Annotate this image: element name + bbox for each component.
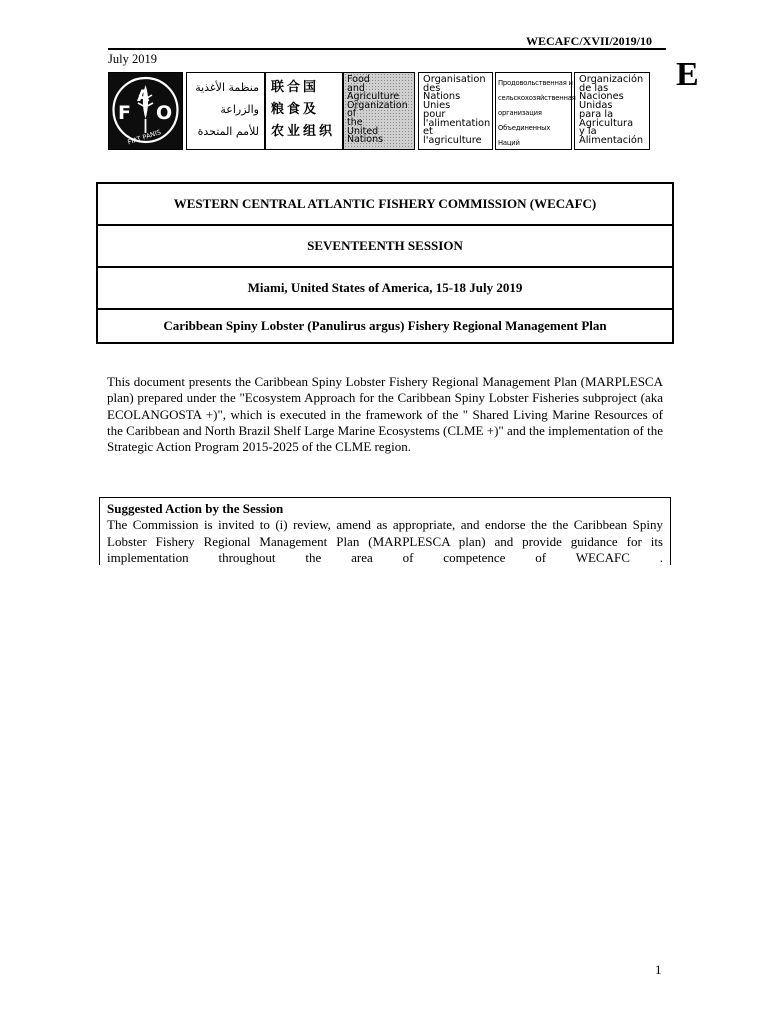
document-reference: WECAFC/XVII/2019/10: [525, 34, 652, 48]
session-title-box: [96, 182, 674, 344]
logo-russian-line: Объединенных: [498, 124, 551, 132]
logo-chinese-line: 粮食及: [271, 102, 320, 117]
logo-spanish-line: y la: [579, 126, 597, 138]
commission-title: WESTERN CENTRAL ATLANTIC FISHERY COMMISSION (WECAFC): [173, 196, 597, 211]
emblem-letter-o: O: [156, 102, 173, 124]
emblem-letter-a: A: [137, 86, 150, 105]
language-code: E: [676, 56, 699, 93]
logo-spanish-line: Unidas: [579, 100, 613, 112]
logo-english-line: the: [347, 116, 363, 128]
logo-arabic-text: [186, 72, 265, 150]
logo-chinese-line: 农业组织: [271, 124, 336, 139]
logo-english-text: [343, 72, 415, 150]
fao-emblem-icon: [108, 72, 183, 150]
intro-paragraph: This document presents the Caribbean Spiny Lobster Fishery Regional Management Plan (MARPLESCA plan) prepared under the "Ecosystem Approach for the Caribbean Spiny Lobster Fisheries subproject (aka ECOLANGOSTA +)", which is executed in the framework of the " Shared Living Marine Resources of the Caribbean and North Brazil Shelf Large Marine Ecosystems (CLME +)" and the implementation of the Strategic Action Program 2015-2025 of the CLME region.: [107, 374, 663, 455]
logo-english-line: Nations: [347, 134, 384, 146]
session-venue: Miami, United States of America, 15-18 July 2019: [247, 280, 523, 295]
logo-chinese-line: 联合国: [271, 80, 320, 95]
logo-arabic-line: والزراعة: [220, 103, 259, 116]
logo-russian-line: Продовольственная и: [498, 79, 573, 87]
logo-french-line: des: [423, 82, 441, 94]
suggested-action-heading: Suggested Action by the Session: [107, 501, 284, 516]
logo-english-line: Agriculture: [347, 91, 400, 103]
fao-logo-banner: [108, 72, 646, 152]
document-subject: Caribbean Spiny Lobster (Panulirus argus) Fishery Regional Management Plan: [163, 318, 607, 333]
suggested-action-box: [99, 497, 671, 565]
header-rule: [108, 48, 666, 50]
logo-english-line: and: [347, 82, 365, 94]
logo-spanish-line: para la: [579, 108, 614, 120]
logo-russian-line: Наций: [498, 139, 520, 147]
suggested-action-text: The Commission is invited to (i) review, amend as appropriate, and endorse the the Caribbean Spiny Lobster Fishery Regional Management Plan (MARPLESCA plan) and provide guidance for its implementation throughout the area of competence of WECAFC .: [107, 517, 663, 565]
logo-french-line: l'alimentation: [423, 117, 491, 129]
logo-spanish-text: [574, 72, 650, 150]
emblem-letter-f: F: [118, 102, 131, 124]
logo-french-text: [418, 72, 493, 150]
page-number: 1: [655, 962, 662, 977]
logo-russian-line: организация: [498, 109, 542, 117]
logo-arabic-line: منظمة الأغذية: [195, 81, 259, 94]
logo-french-line: pour: [423, 108, 446, 120]
logo-french-line: Unies: [423, 100, 451, 112]
logo-english-line: of: [347, 108, 357, 120]
logo-spanish-line: Organización: [579, 74, 644, 85]
logo-spanish-line: Naciones: [579, 91, 624, 103]
logo-chinese-text: [265, 72, 343, 150]
logo-french-line: et: [423, 126, 433, 138]
logo-russian-text: [495, 72, 576, 150]
logo-french-line: Nations: [423, 91, 461, 103]
logo-spanish-line: Alimentación: [579, 134, 644, 146]
logo-arabic-line: للأمم المتحدة: [197, 125, 259, 138]
logo-spanish-line: de las: [579, 82, 609, 94]
emblem-motto: FIAT PANIS: [126, 128, 162, 147]
logo-french-line: Organisation: [423, 74, 486, 85]
session-title: SEVENTEENTH SESSION: [307, 238, 463, 253]
logo-french-line: l'agriculture: [423, 134, 482, 146]
logo-spanish-line: Agricultura: [579, 117, 634, 129]
document-date: July 2019: [108, 52, 157, 66]
logo-english-line: Organization: [347, 99, 408, 111]
logo-english-line: Food: [347, 74, 370, 85]
logo-russian-line: сельскохозяйственная: [498, 94, 576, 102]
logo-english-line: United: [347, 125, 379, 137]
